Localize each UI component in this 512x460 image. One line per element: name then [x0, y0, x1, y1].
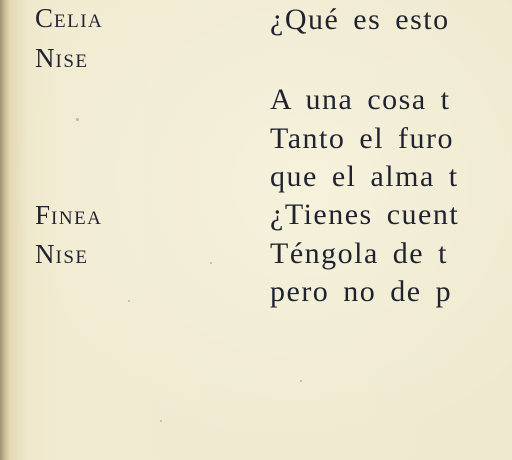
verse-line: Téngola de t [270, 237, 448, 270]
page-speck [300, 380, 302, 382]
speaker-nise [35, 45, 89, 72]
speaker-finea [35, 202, 102, 229]
speaker-initial: C [35, 3, 55, 33]
verse-line: ¿Qué es esto [270, 3, 450, 36]
page-speck [128, 300, 130, 302]
verse-line: que el alma t [270, 160, 459, 193]
speaker-rest: INEA [51, 208, 103, 229]
speaker-initial: F [35, 200, 52, 230]
speaker-initial: N [35, 239, 56, 269]
page-speck [160, 420, 162, 422]
speaker-rest: ISE [55, 247, 89, 268]
page-speck [210, 262, 212, 264]
speaker-rest: ISE [55, 51, 89, 72]
verse-line: pero no de p [270, 275, 453, 308]
page-gutter [0, 0, 10, 460]
speaker-rest: ELIA [54, 11, 104, 32]
speaker-nise [35, 241, 89, 268]
verse-line: A una cosa t [270, 83, 451, 116]
speaker-initial: N [35, 43, 56, 73]
speaker-celia [35, 5, 103, 32]
verse-line: ¿Tienes cuent [270, 198, 460, 231]
verse-line: Tanto el furo [270, 122, 455, 155]
page-speck [76, 118, 79, 121]
